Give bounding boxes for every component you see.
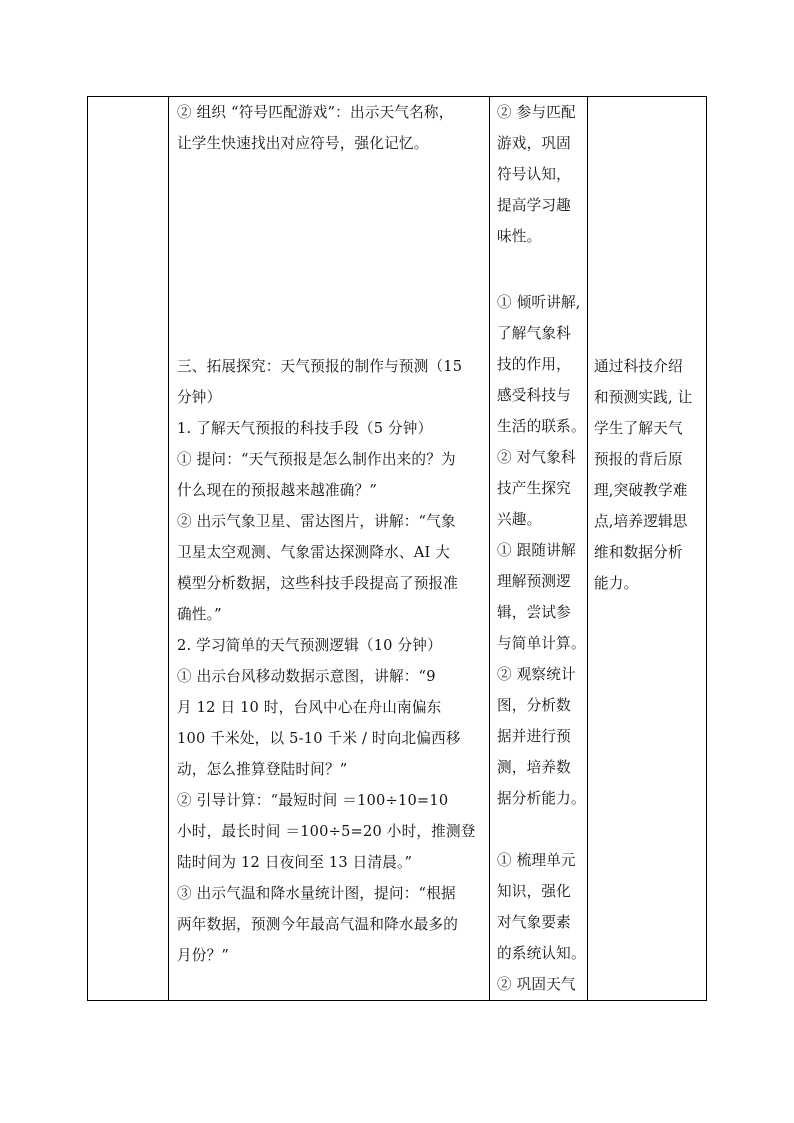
design-intent-line: 预报的背后原 (594, 451, 683, 468)
cell-design-intent (588, 97, 706, 1000)
student-activity-line: 生活的联系。 (497, 418, 586, 435)
teacher-activity-line: 动，怎么推算登陆时间？” (177, 761, 348, 778)
teacher-activity-line: 卫星太空观测、气象雷达探测降水、AI 大 (177, 544, 451, 561)
design-intent-line: 学生了解天气 (594, 420, 683, 437)
teacher-activity-line: 确性。” (177, 606, 222, 623)
student-activity-line: ① 跟随讲解 (497, 542, 576, 559)
student-activity-line: ② 参与匹配 (497, 104, 576, 121)
teacher-activity-line: 模型分析数据，这些科技手段提高了预报准 (177, 575, 459, 592)
cell-blank (88, 97, 168, 1000)
student-activity-line: 提高学习趣 (497, 197, 571, 214)
student-activity-line: 技产生探究 (497, 480, 571, 497)
teacher-activity-line: 分钟） (177, 389, 222, 406)
student-activity-line: 符号认知， (497, 166, 571, 183)
cell-student-activity (490, 97, 587, 1000)
student-activity-line: 与简单计算。 (497, 635, 586, 652)
teacher-activity-line: 小时，最长时间 ＝100÷5=20 小时，推测登 (177, 823, 476, 840)
teacher-activity-line: 月份？” (177, 947, 230, 964)
cell-teacher-activity (169, 97, 489, 1000)
student-activity-line: 测，培养数 (497, 759, 571, 776)
teacher-activity-line: ② 引导计算：“最短时间 ＝100÷10=10 (177, 792, 449, 809)
student-activity-line: 游戏，巩固 (497, 135, 571, 152)
student-activity-line: 兴趣。 (497, 511, 542, 528)
student-activity-line: 知识，强化 (497, 883, 571, 900)
design-intent-line: 点,培养逻辑思 (594, 513, 688, 530)
teacher-activity-line: 三、拓展探究：天气预报的制作与预测（15 (177, 358, 463, 375)
teacher-activity-line: ① 出示台风移动数据示意图，讲解：“9 (177, 668, 436, 685)
student-activity-line: ② 巩固天气 (497, 976, 576, 993)
student-activity-line: 感受科技与 (497, 387, 571, 404)
student-activity-line: 理解预测逻 (497, 573, 571, 590)
lesson-plan-table (87, 96, 707, 1001)
teacher-activity-line: 什么现在的预报越来越准确？” (177, 482, 377, 499)
student-activity-line: 据分析能力。 (497, 790, 586, 807)
design-intent-line: 能力。 (594, 575, 639, 592)
student-activity-line: ① 梳理单元 (497, 852, 576, 869)
teacher-activity-line: 1. 了解天气预报的科技手段（5 分钟） (177, 420, 433, 437)
student-activity-line: ② 对气象科 (497, 449, 576, 466)
teacher-activity-line: 两年数据，预测今年最高气温和降水最多的 (177, 916, 459, 933)
student-activity-line: ② 观察统计 (497, 666, 576, 683)
student-activity-line: 辑，尝试参 (497, 604, 571, 621)
teacher-activity-line: 100 千米处，以 5-10 千米 / 时向北偏西移 (177, 730, 461, 747)
student-activity-line: 对气象要素 (497, 914, 571, 931)
student-activity-line: 技的作用， (497, 356, 571, 373)
teacher-activity-line: 让学生快速找出对应符号，强化记忆。 (177, 135, 429, 152)
teacher-activity-line: 陆时间为 12 日夜间至 13 日清晨。” (177, 854, 413, 871)
teacher-activity-line: 2. 学习简单的天气预测逻辑（10 分钟） (177, 637, 442, 654)
student-activity-line: 据并进行预 (497, 728, 571, 745)
teacher-activity-line: ② 出示气象卫星、雷达图片，讲解：“气象 (177, 513, 456, 530)
teacher-activity-line: 月 12 日 10 时，台风中心在舟山南偏东 (177, 699, 442, 716)
teacher-activity-line: ① 提问：“天气预报是怎么制作出来的？为 (177, 451, 456, 468)
design-intent-line: 理,突破教学难 (594, 482, 688, 499)
student-activity-line: 的系统认知。 (497, 945, 586, 962)
student-activity-line: 图，分析数 (497, 697, 571, 714)
design-intent-line: 和预测实践, 让 (594, 389, 693, 406)
student-activity-line: 味性。 (497, 228, 542, 245)
student-activity-line: 了解气象科 (497, 325, 571, 342)
teacher-activity-line: ② 组织 “符号匹配游戏”：出示天气名称， (177, 104, 454, 121)
design-intent-line: 维和数据分析 (594, 544, 683, 561)
design-intent-line: 通过科技介绍 (594, 358, 683, 375)
teacher-activity-line: ③ 出示气温和降水量统计图，提问：“根据 (177, 885, 456, 902)
student-activity-line: ① 倾听讲解, (497, 294, 581, 311)
